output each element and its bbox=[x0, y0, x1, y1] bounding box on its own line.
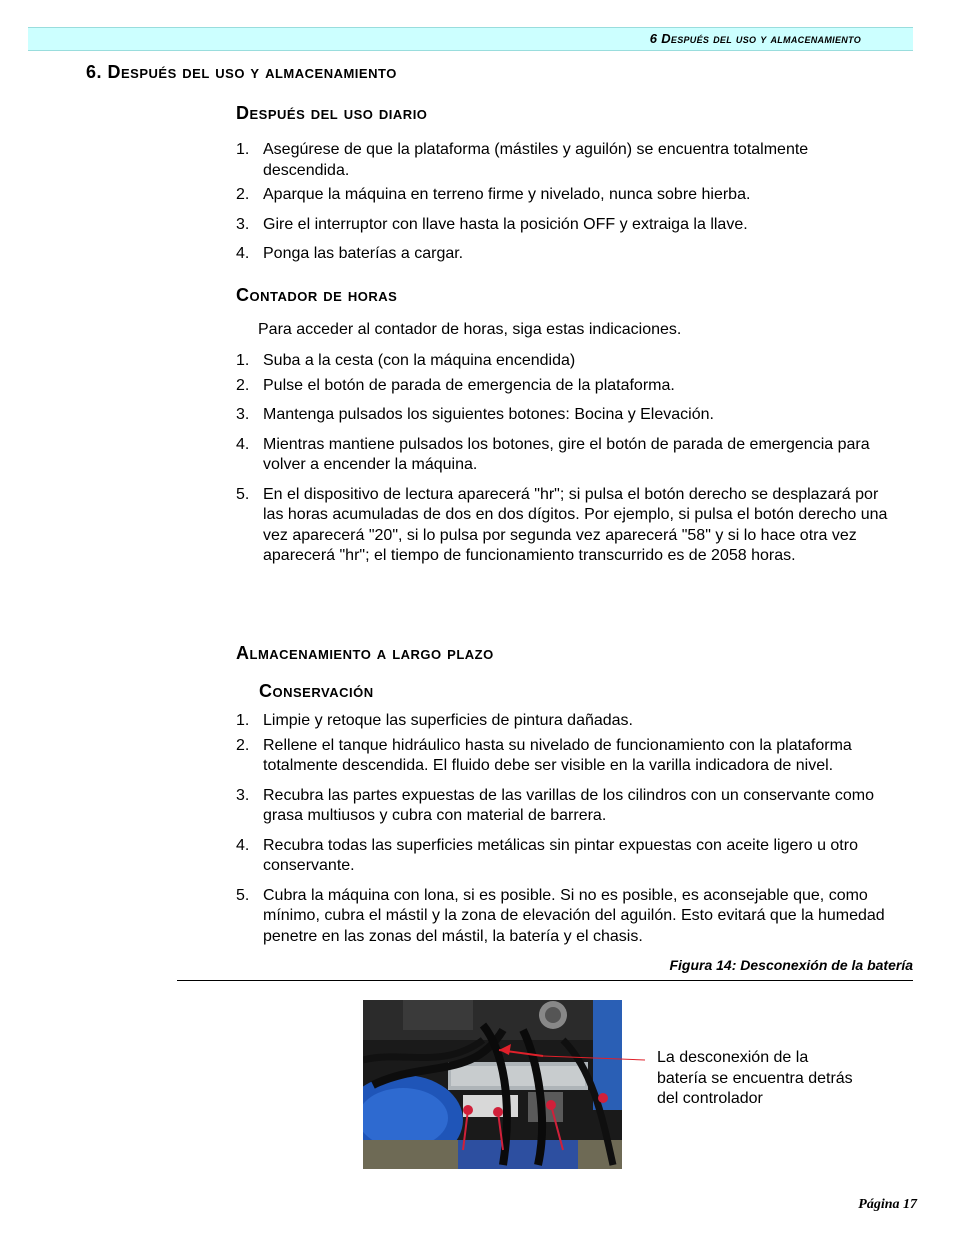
list-item: 4. Mientras mantiene pulsados los botones, gire el botón de parada de emergencia para volver a encender la máquina. bbox=[236, 435, 870, 473]
storage-steps-list bbox=[236, 711, 896, 947]
list-item: 4. Recubra todas las superficies metálicas sin pintar expuestas con aceite ligero u otro conservante. bbox=[236, 836, 858, 874]
list-item: 2. Pulse el botón de parada de emergencia de la plataforma. bbox=[236, 376, 675, 394]
chapter-title: 6. Después del uso y almacenamiento bbox=[86, 62, 397, 82]
list-item: 3. Mantenga pulsados los siguientes botones: Bocina y Elevación. bbox=[236, 406, 714, 423]
list-item: 2. Aparque la máquina en terreno firme y nivelado, nunca sobre hierba. bbox=[236, 186, 751, 203]
list-item: 4. Ponga las baterías a cargar. bbox=[236, 245, 464, 262]
list-item: 1. Suba a la cesta (con la máquina encendida) bbox=[236, 352, 576, 369]
figure-callout: La desconexión de la batería se encuentra detrás del controlador bbox=[657, 1049, 853, 1107]
section-title-hours: Contador de horas bbox=[236, 285, 398, 305]
caption-rule bbox=[177, 980, 913, 981]
list-item: 1. Asegúrese de que la plataforma (mástiles y aguilón) se encuentra totalmente descendida. bbox=[236, 141, 809, 179]
list-item: 3. Recubra las partes expuestas de las varillas de los cilindros con un conservante como grasa multiusos y cubra con material de barrera. bbox=[236, 786, 874, 824]
section-title-daily: Después del uso diario bbox=[236, 103, 428, 123]
subsection-title-conservation: Conservación bbox=[259, 681, 374, 701]
hours-steps-list bbox=[236, 351, 896, 567]
battery-disconnect-photo bbox=[363, 1000, 622, 1169]
list-item: 1. Limpie y retoque las superficies de pintura dañadas. bbox=[236, 712, 633, 729]
daily-steps-list bbox=[236, 140, 896, 265]
list-item: 5. En el dispositivo de lectura aparecerá "hr"; si pulsa el botón derecho se desplazará por las horas acumuladas de dos en dos dígitos. Por ejemplo, si pulsa el botón derecho una vez aparecerá "20", si lo pulsa por segunda vez aparecerá "58" y si lo hace otra vez aparecerá "hr"; el tiempo de funcionamiento transcurrido es de 2058 horas. bbox=[236, 485, 888, 564]
section-title-storage: Almacenamiento a largo plazo bbox=[236, 643, 494, 663]
list-item: 2. Rellene el tanque hidráulico hasta su nivelado de funcionamiento con la plataforma totalmente descendida. El fluido debe ser visible en la varilla indicadora de nivel. bbox=[236, 736, 852, 774]
page-number: Página 17 bbox=[858, 1197, 917, 1212]
hours-intro: Para acceder al contador de horas, siga estas indicaciones. bbox=[258, 321, 682, 338]
list-item: 5. Cubra la máquina con lona, si es posible. Si no es posible, es aconsejable que, como mínimo, cubra el mástil y la zona de elevación del aguilón. Esto evitará que la humedad penetre en las zonas del mástil, la batería y el chasis. bbox=[236, 886, 885, 945]
list-item: 3. Gire el interruptor con llave hasta la posición OFF y extraiga la llave. bbox=[236, 215, 748, 233]
figure-caption: Figura 14: Desconexión de la batería bbox=[669, 957, 913, 973]
running-header bbox=[28, 27, 913, 51]
running-header-title: 6 Después del uso y almacenamiento bbox=[649, 31, 861, 46]
